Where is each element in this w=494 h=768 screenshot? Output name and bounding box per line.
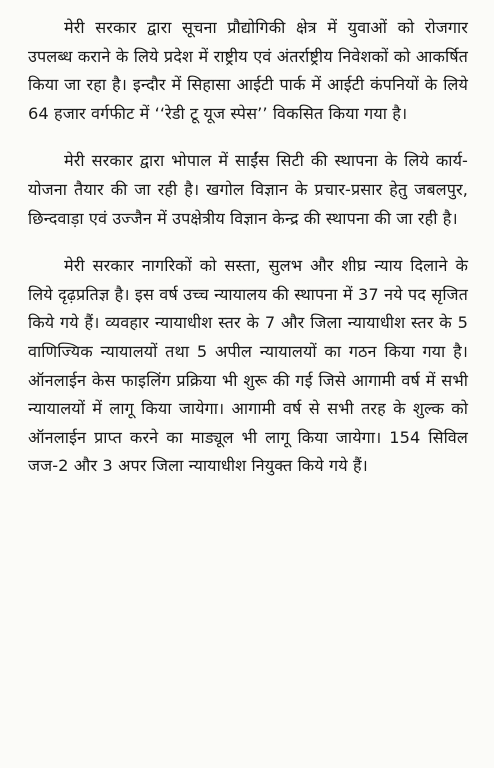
paragraph-science-city: मेरी सरकार द्वारा भोपाल में साईंस सिटी की स्थापना के लिये कार्य-योजना तैयार की जा रही है। खगोल विज्ञान के प्रचार-प्रसार हेतु जबलपुर, छिन्दवाड़ा एवं उज्जैन में उपक्षेत्रीय विज्ञान केन्द्र की स्थापना की जा रही है। <box>28 151 468 228</box>
paragraph-justice: मेरी सरकार नागरिकों को सस्ता, सुलभ और शीघ्र न्याय दिलाने के लिये दृढ़प्रतिज्ञ है। इस वर्ष उच्च न्यायालय की स्थापना में 37 नये पद सृजित किये गये हैं। व्यवहार न्यायाधीश स्तर के 7 और जिला न्यायाधीश स्तर के 5 वाणिज्यिक न्यायालयों तथा 5 अपील न्यायालयों का गठन किया गया है। ऑनलाईन केस फाइलिंग प्रक्रिया भी शुरू की गई जिसे आगामी वर्ष में सभी न्यायालयों में लागू किया जायेगा। आगामी वर्ष से सभी तरह के शुल्क को ऑनलाईन प्राप्त करने का माड्यूल भी लागू किया जायेगा। 154 सिविल जज-2 और 3 अपर जिला न्यायाधीश नियुक्त किये गये हैं। <box>28 256 468 476</box>
paragraph-it-sector: मेरी सरकार द्वारा सूचना प्रौद्योगिकी क्षेत्र में युवाओं को रोजगार उपलब्ध कराने के लिये प्रदेश में राष्ट्रीय एवं अंतर्राष्ट्रीय निवेशकों को आकर्षित किया जा रहा है। इन्दौर में सिहासा आईटी पार्क में आईटी कंपनियों के लिये 64 हजार वर्गफीट में ‘‘रेडी टू यूज स्पेस’’ विकसित किया गया है। <box>28 18 468 123</box>
